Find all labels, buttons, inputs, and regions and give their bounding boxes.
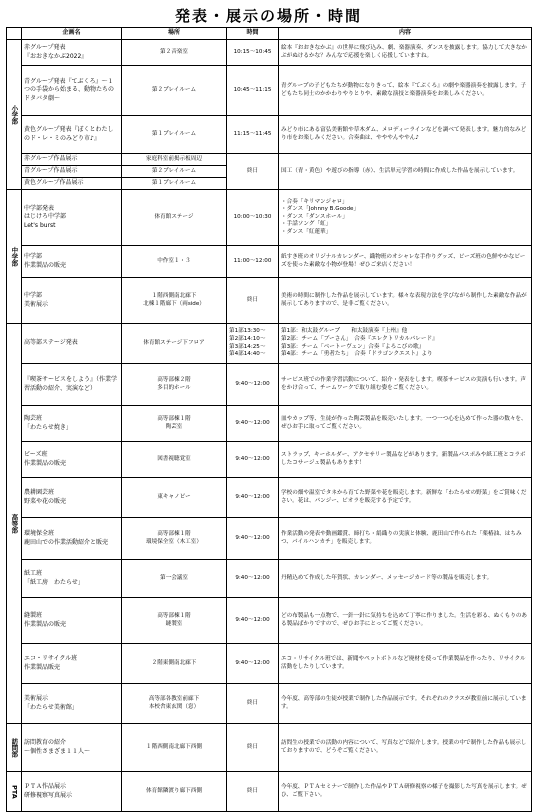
row-name: 青グループ作品展示 (22, 166, 122, 178)
row-time: 第1部13:30～ 第2部14:10～ 第3部14:25～ 第4部14:40～ (227, 324, 279, 364)
row-content: 皿やカップ等、生徒が作った陶芸製品を販売いたします。一つ一つ心を込めて作った器の数々を、ぜひお手に取ってご覧ください。 (279, 406, 532, 442)
row-place: 第２プレイルーム (122, 166, 227, 178)
row-time: 終日 (227, 278, 279, 324)
row-name: 青グループ発表『てぶくろ』～１つの手袋から始まる、動物たちのドタバタ劇～ (22, 66, 122, 116)
row-place: 第１プレイルーム (122, 116, 227, 154)
row-name: 中学部 美術展示 (22, 278, 122, 324)
row-content: サービス班での作業学習活動について、紹介・発表をします。喫茶サービスの実演も行います。声をかけ合って、チームワークで取り組む姿をご覧ください。 (279, 364, 532, 406)
row-name: 訪問教育の紹介 ～個性さまざま１１人～ (22, 724, 122, 772)
row-time: 9:40～12:00 (227, 364, 279, 406)
row-name: 紙工班 「紙工房 わたらせ」 (22, 560, 122, 598)
row-place: 体育館隣渡り廊下西側 (122, 772, 227, 812)
row-time: 10:45～11:15 (227, 66, 279, 116)
row-time: 9:40～12:00 (227, 598, 279, 644)
row-place: 第２音楽室 (122, 40, 227, 66)
table-row (7, 772, 532, 812)
header-time: 時間 (227, 28, 279, 40)
header-place: 場所 (122, 28, 227, 40)
row-content: 訪問生の授業での活動の内容について、写真などで紹介します。授業の中で制作した作品も展示しておりますので、どうぞご覧ください。 (279, 724, 532, 772)
row-time: 9:40～12:00 (227, 478, 279, 518)
row-place: 第一会議室 (122, 560, 227, 598)
row-place: 高等部棟２階 多目的ホール (122, 364, 227, 406)
row-place: 体育館ステージ (122, 190, 227, 246)
row-time: 11:00～12:00 (227, 246, 279, 278)
row-content: ストラップ、キーホルダー、アクセサリー製品などがあります。新製品パスポみや紙工班とコラボしたコサージュ製品もあります！ (279, 442, 532, 478)
table-row (7, 598, 532, 644)
row-content: 紙すき班のオリジナルカレンダー、織物班のオシャレな手作りグッズ、ビーズ班の色鮮やかなビーズを使った素敵な小物が登場！ぜひご来店ください！ (279, 246, 532, 278)
row-name: 黄色グループ作品展示 (22, 178, 122, 190)
row-name: 高等部ステージ発表 (22, 324, 122, 364)
row-place: １階西側南北廊下西側 (122, 724, 227, 772)
row-time: 終日 (227, 684, 279, 724)
row-content: 第1部：和太鼓グループ 和太鼓演奏『上州』他 第2部：チーム「ブーさん」 合奏『エレクトリカルパレード』 第3部：チーム「ベートーヴェン」合奏『よろこびの歌』 第4部：チーム「勇者たち」 合奏『ドラゴンクエスト』より (279, 324, 532, 364)
table-row (7, 246, 532, 278)
row-time: 終日 (227, 724, 279, 772)
row-place: ２階東側南北廊下 (122, 644, 227, 684)
row-place: 図書視聴覚室 (122, 442, 227, 478)
row-name: 縫製班 作業製品の販売 (22, 598, 122, 644)
table-row (7, 40, 532, 66)
row-place: 高等部棟１階 縫製室 (122, 598, 227, 644)
row-content: 今年度、ＰＴＡセミナーで制作した作品やＰＴＡ研修視察の様子を撮影した写真を展示します。ぜひ、ご覧下さい。 (279, 772, 532, 812)
row-content: ・合奏「キリマンジャロ」 ・ダンス「Johnny B.Goode」 ・ダンス「ダンスホール」 ・手話ソング「虹」 ・ダンス「紅蓮華」 (279, 190, 532, 246)
header-blank (7, 28, 22, 40)
row-content: 美術の時間に制作した作品を展示しています。様々な表現方法を学びながら制作した素敵な作品が展示してありますので、是非ご覧ください。 (279, 278, 532, 324)
row-content: 絵本『おおきなかぶ』の世界に飛び込み、劇、楽器演奏、ダンスを披露します。協力して大きなかぶがぬけるかな？みんなで応援を楽しく応援していますね。 (279, 40, 532, 66)
row-content: エコ・リサイクル班では、新聞やペットボトルなど廃材を使って作業製品を作ったり、リサイクル活動をしたりしています。 (279, 644, 532, 684)
table-row (7, 684, 532, 724)
table-row (7, 66, 532, 116)
header-row (7, 28, 532, 40)
header-content: 内容 (279, 28, 532, 40)
table-row (7, 644, 532, 684)
table-row (7, 190, 532, 246)
row-place: １階西側南北廊下 北棟１階廊下（両side） (122, 278, 227, 324)
row-content: どの布製品も一点物で、一針一針に気持ちを込めて丁寧に作りました。生活を彩る、ぬくもりのある製品ばかりですので、ぜひお手にとってご覧ください。 (279, 598, 532, 644)
row-time: 9:40～12:00 (227, 518, 279, 560)
section-high: 高等部 (7, 324, 22, 724)
row-content: 国工（青・黄色）や遊びの指導（赤）、生活単元学習の時間に作成した作品を展示しています。 (279, 154, 532, 190)
row-name: 赤グループ作品展示 (22, 154, 122, 166)
row-name: 『喫茶サービスをしよう』（作業学習活動の紹介、実演など） (22, 364, 122, 406)
row-content: 今年度、高等部の生徒が授業で制作した作品展示です。それぞれのクラスが教室前に展示しています。 (279, 684, 532, 724)
row-place: 高等部各教室前廊下 本校舎東玄関（窓） (122, 684, 227, 724)
row-name: ビーズ班 作業製品の販売 (22, 442, 122, 478)
schedule-table (6, 27, 532, 812)
row-place: 高等部棟１階 環境保全室（木工室） (122, 518, 227, 560)
row-content: みどり市にある富弘美術館や草木ダム、メロディーラインなどを調べて発表します。魅力的なみどり市をお楽しみください。合奏曲は、やややんややん♪ (279, 116, 532, 154)
row-place: 中作室１・３ (122, 246, 227, 278)
row-place: 体育館ステージ下フロア (122, 324, 227, 364)
row-time: 9:40～12:00 (227, 442, 279, 478)
table-row (7, 518, 532, 560)
table-row (7, 154, 532, 166)
row-name: エコ・リサイクル班 作業製品販売 (22, 644, 122, 684)
row-name: 黄色グループ発表『ぼくとわたしのド・レ・ミのみどり市♪』 (22, 116, 122, 154)
row-time: 終日 (227, 772, 279, 812)
table-row (7, 406, 532, 442)
row-name: 赤グループ発表 『おおきなかぶ2022』 (22, 40, 122, 66)
row-name: ＰＴＡ作品展示 研修視察写真展示 (22, 772, 122, 812)
row-time: 11:15～11:45 (227, 116, 279, 154)
page-title: 発表・展示の場所・時間 (174, 7, 362, 25)
row-time: 9:40～12:00 (227, 644, 279, 684)
row-time: 9:40～12:00 (227, 560, 279, 598)
row-time: 10:15～10:45 (227, 40, 279, 66)
section-pta: PTA (7, 772, 22, 812)
section-middle: 中学部 (7, 190, 22, 324)
row-place: 第１プレイルーム (122, 178, 227, 190)
row-place: 第２プレイルーム (122, 66, 227, 116)
row-name: 環境保全班 鹿田山での作業活動紹介と販売 (22, 518, 122, 560)
table-row (7, 478, 532, 518)
row-name: 農耕園芸班 野菜や花の販売 (22, 478, 122, 518)
table-row (7, 442, 532, 478)
row-name: 中学部発表 はじけろ中学部 Let's burst (22, 190, 122, 246)
table-row (7, 324, 532, 364)
row-content: 作業活動の発表や動画鑑賞、締打ち・絹織りの実演と体験、鹿田山で作られた「薬椿油、はちみつ、パイルハンカチ」を販売します。 (279, 518, 532, 560)
row-content: 学校の畑や温室でタネから育てた野菜や花を販売します。新鮮な「わたらせの野菜」をご賞味ください。花は、パンジー、ビオラを販売する予定です。 (279, 478, 532, 518)
row-name: 美術展示 「わたらせ美術館」 (22, 684, 122, 724)
table-row (7, 278, 532, 324)
row-place: 家庭科室前掲示板周辺 (122, 154, 227, 166)
header-program: 企画名 (22, 28, 122, 40)
table-row (7, 724, 532, 772)
table-row (7, 560, 532, 598)
section-elementary: 小学部 (7, 40, 22, 190)
section-visit: 訪問部 (7, 724, 22, 772)
row-name: 陶芸班 「わたらせ焼き」 (22, 406, 122, 442)
row-content: 青グループの子どもたちが動物になりきって、絵本『てぶくろ』の劇や楽器演奏を披露します。子どもたち同士のかかわりやりとりや、素敵な演技と楽器演奏をお楽しみください。 (279, 66, 532, 116)
row-name: 中学部 作業製品の販売 (22, 246, 122, 278)
row-place: 高等部棟１階 陶芸室 (122, 406, 227, 442)
table-row (7, 116, 532, 154)
table-row (7, 364, 532, 406)
row-time: 終日 (227, 154, 279, 190)
row-time: 9:40～12:00 (227, 406, 279, 442)
row-time: 10:00～10:30 (227, 190, 279, 246)
row-place: 東キャノピー (122, 478, 227, 518)
row-content: 丹精込めて作成した年賀状、カレンダー、メッセージカード等の製品を販売します。 (279, 560, 532, 598)
